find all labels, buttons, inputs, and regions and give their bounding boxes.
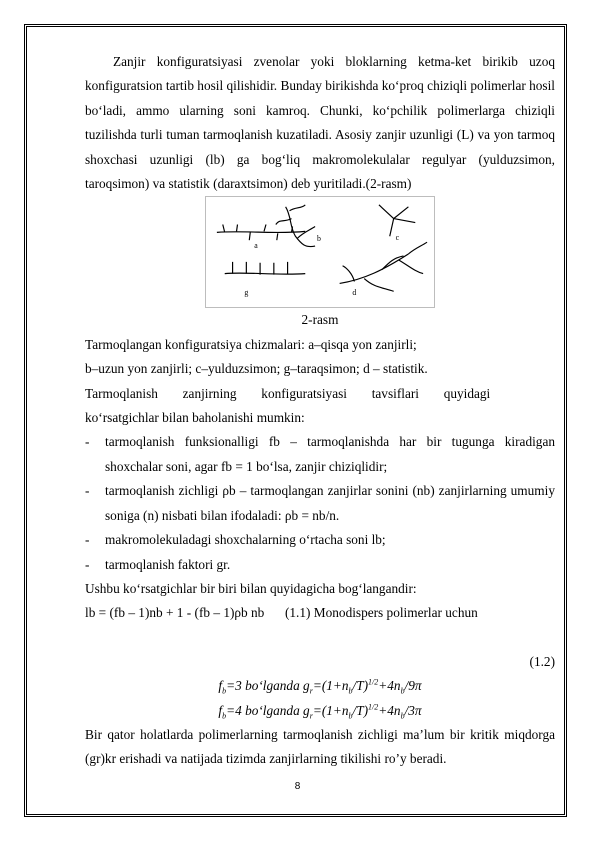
intro-continuation: ko‘rsatgichlar bilan baholanishi mumkin: — [85, 410, 305, 426]
list-item: - tarmoqlanish funksionalligi fb – tarmoqlanishda har bir tugunga kiradigan shoxchalar soni, agar fb = 1 bo‘lsa, zanjir chiziqlidir; — [85, 434, 555, 474]
equation-1: lb = (fb – 1)nb + 1 - (fb – 1)ρb nb — [85, 605, 265, 621]
fig-label-d: d — [352, 288, 357, 298]
list-item: - tarmoqlanish zichligi ρb – tarmoqlangan zanjirlar sonini (nb) zanjirlarning umumiy soniga (n) nisbati bilan ifodaladi: ρb = nb/n. — [85, 483, 555, 523]
equation-1-line — [85, 601, 555, 625]
fig-label-c: c — [395, 233, 400, 243]
equation-2-number: (1.2) — [529, 653, 555, 669]
equation-1-tail: Monodispers polimerlar uchun — [313, 605, 478, 621]
chain-c — [379, 205, 415, 236]
fig-label-g: g — [244, 288, 249, 298]
fig-label-a: a — [254, 241, 258, 251]
equation-2b: $f_b=4$ bo‘lganda $g_r=(1+n_b/T)^{1/2}+4n_b/3\pi$ — [218, 702, 422, 721]
fig-label-b: b — [317, 234, 321, 244]
page-number: 8 — [294, 781, 301, 792]
list-item: - tarmoqlanish faktori gr. — [85, 556, 231, 572]
branching-diagram — [206, 197, 434, 307]
intro-line: Tarmoqlanish zanjirning konfiguratsiyasi tavsiflari quyidagi — [85, 385, 491, 401]
list-item: - makromolekuladagi shoxchalarning o‘rtacha soni lb; — [85, 532, 386, 548]
document-body — [85, 50, 555, 772]
branching-figure — [205, 196, 435, 308]
closing-paragraph: Bir qator holatlarda polimerlarning tarmoqlanish zichligi ma’lum bir kritik miqdorga (gr)kr erishadi va natijada tizimda zanjirlarning tikilishi ro’y beradi. — [85, 726, 555, 767]
chain-d — [340, 254, 409, 283]
equation-2a: $f_b=3$ bo‘lganda $g_r=(1+n_b/T)^{1/2}+4n_b/9\pi$ — [218, 677, 422, 696]
equation-1-number: (1.1) — [284, 605, 311, 621]
caption-line-a: Tarmoqlangan konfiguratsiya chizmalari: a–qisqa yon zanjirli; — [85, 336, 417, 352]
figure-caption: 2-rasm — [301, 312, 339, 328]
intro-paragraph: Zanjir konfiguratsiyasi zvenolar yoki bloklarning ketma-ket birikib uzoq konfiguratsion tartib hosil qilishidir. Bunday birikishda ko‘proq chiziqli polimerlar hosil bo‘ladi, ammo ularning soni kamroq. Chunki, ko‘pchilik polimerlarga chiziqli tuzilishda turli tuman tarmoqlanish kuzatiladi. Asosiy zanjir uzunligi (L) va yon tarmoq shoxchasi uzunligi (lb) ga bog‘liq makromolekulalar regulyar (yulduzsimon, taroqsimon) va statistik (daraxtsimon) deb yuritiladi.(2-rasm) — [85, 54, 555, 192]
chain-b — [286, 207, 315, 247]
chain-g — [225, 273, 306, 274]
caption-line-b: b–uzun yon zanjirli; c–yulduzsimon; g–taraqsimon; d – statistik. — [85, 361, 428, 377]
relation-intro: Ushbu ko‘rsatgichlar bir biri bilan quyidagicha bog‘langandir: — [85, 580, 417, 596]
